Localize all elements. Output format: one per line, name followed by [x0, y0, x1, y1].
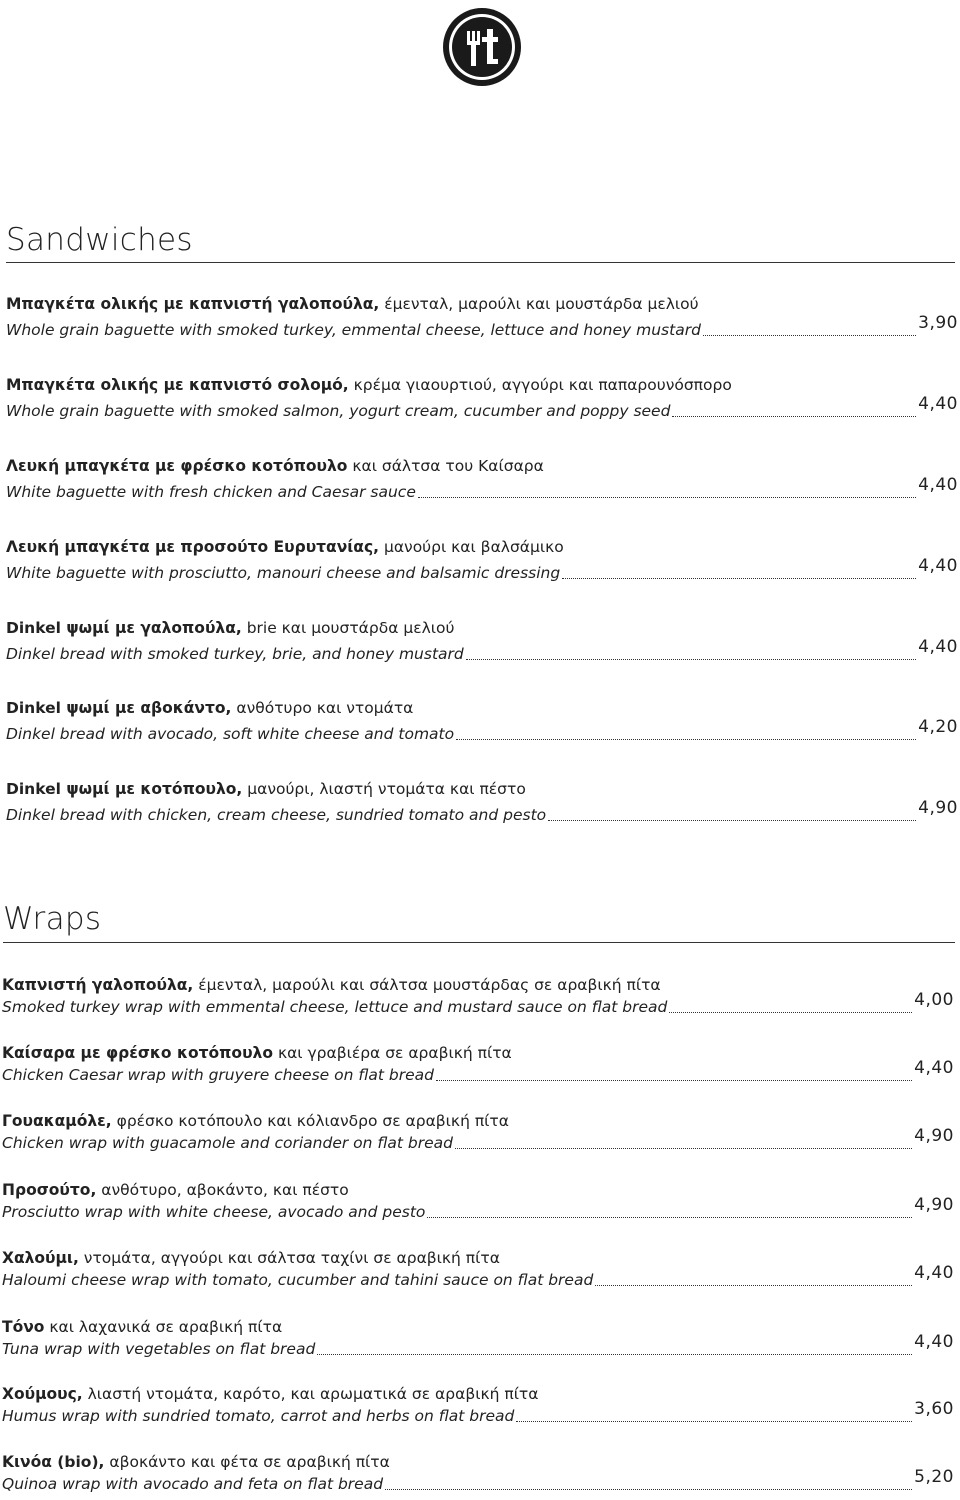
- section-title-wraps: Wraps: [3, 901, 102, 937]
- item-price: 4,40: [914, 1058, 954, 1078]
- item-price: 5,20: [914, 1467, 954, 1487]
- leader-dots: [455, 1148, 912, 1149]
- menu-item: [6, 699, 958, 751]
- item-price: 4,90: [914, 1195, 954, 1215]
- item-english-description: Haloumi cheese wrap with tomato, cucumber and tahini sauce on flat bread: [2, 1271, 594, 1289]
- menu-item: [2, 976, 954, 1028]
- menu-item: [2, 1044, 954, 1096]
- item-price: 4,40: [914, 1332, 954, 1352]
- item-english-description: Prosciutto wrap with white cheese, avocado and pesto: [2, 1203, 426, 1221]
- item-name-rest: ανθότυρο και ντομάτα: [231, 699, 414, 717]
- leader-dots: [516, 1421, 912, 1422]
- leader-dots: [669, 1012, 912, 1013]
- item-greek-name: [2, 1112, 509, 1130]
- item-name-rest: έμενταλ, μαρούλι και μουστάρδα μελιού: [379, 295, 699, 313]
- item-greek-name: [2, 1385, 538, 1403]
- item-greek-name: [6, 699, 413, 717]
- item-english-description: Chicken Caesar wrap with gruyere cheese on flat bread: [2, 1066, 434, 1084]
- leader-dots: [595, 1285, 912, 1286]
- item-english-description: White baguette with fresh chicken and Caesar sauce: [6, 483, 416, 501]
- leader-dots: [436, 1080, 912, 1081]
- item-greek-name: [6, 376, 732, 394]
- item-name-bold: Dinkel ψωμί με αβοκάντο,: [6, 699, 232, 717]
- item-name-rest: αβοκάντο και φέτα σε αραβική πίτα: [104, 1453, 390, 1471]
- item-greek-name: [2, 1318, 282, 1336]
- item-greek-name: [2, 976, 661, 994]
- section-divider: [6, 262, 955, 263]
- item-english-description: Quinoa wrap with avocado and feta on flat bread: [2, 1475, 384, 1493]
- item-name-bold: Dinkel ψωμί με γαλοπούλα,: [6, 619, 242, 637]
- item-name-rest: ντομάτα, αγγούρι και σάλτσα ταχίνι σε αραβική πίτα: [78, 1249, 500, 1267]
- item-greek-name: [6, 457, 544, 475]
- menu-item: [6, 619, 958, 671]
- item-english-description: Humus wrap with sundried tomato, carrot and herbs on flat bread: [2, 1407, 515, 1425]
- item-price: 4,40: [918, 394, 958, 414]
- item-name-rest: φρέσκο κοτόπουλο και κόλιανδρο σε αραβική πίτα: [111, 1112, 509, 1130]
- leader-dots: [548, 820, 916, 821]
- leader-dots: [562, 578, 916, 579]
- item-name-rest: και σάλτσα του Καίσαρα: [347, 457, 544, 475]
- item-name-rest: ανθότυρο, αβοκάντο, και πέστο: [96, 1181, 349, 1199]
- item-price: 3,60: [914, 1399, 954, 1419]
- item-name-rest: και λαχανικά σε αραβική πίτα: [44, 1318, 283, 1336]
- item-english-description: Dinkel bread with chicken, cream cheese, sundried tomato and pesto: [6, 806, 547, 824]
- item-name-rest: brie και μουστάρδα μελιού: [241, 619, 455, 637]
- item-name-bold: Κινόα (bio),: [2, 1453, 105, 1471]
- item-name-bold: Λευκή μπαγκέτα με φρέσκο κοτόπουλο: [6, 457, 348, 475]
- item-name-rest: κρέμα γιαουρτιού, αγγούρι και παπαρουνόσπορο: [348, 376, 732, 394]
- item-name-bold: Χαλούμι,: [2, 1249, 79, 1267]
- item-name-bold: Καίσαρα με φρέσκο κοτόπουλο: [2, 1044, 274, 1062]
- item-name-bold: Μπαγκέτα ολικής με καπνιστή γαλοπούλα,: [6, 295, 380, 313]
- menu-item: [2, 1181, 954, 1233]
- item-greek-name: [2, 1044, 512, 1062]
- item-greek-name: [6, 780, 526, 798]
- item-greek-name: [6, 538, 564, 556]
- menu-item: [6, 538, 958, 590]
- item-price: 4,40: [914, 1263, 954, 1283]
- menu-item: [2, 1318, 954, 1370]
- leader-dots: [427, 1217, 912, 1218]
- section-title-sandwiches: Sandwiches: [6, 222, 193, 258]
- item-price: 4,00: [914, 990, 954, 1010]
- item-price: 4,40: [918, 556, 958, 576]
- item-english-description: White baguette with prosciutto, manouri cheese and balsamic dressing: [6, 564, 561, 582]
- item-name-bold: Καπνιστή γαλοπούλα,: [2, 976, 194, 994]
- menu-item: [2, 1453, 954, 1499]
- item-english-description: Dinkel bread with smoked turkey, brie, and honey mustard: [6, 645, 464, 663]
- item-name-rest: έμενταλ, μαρούλι και σάλτσα μουστάρδας σε αραβική πίτα: [193, 976, 661, 994]
- item-price: 4,20: [918, 717, 958, 737]
- item-name-bold: Τόνο: [2, 1318, 45, 1336]
- leader-dots: [703, 335, 916, 336]
- menu-item: [2, 1385, 954, 1437]
- item-name-rest: μανούρι και βαλσάμικο: [379, 538, 564, 556]
- menu-item: [2, 1112, 954, 1164]
- menu-item: [6, 376, 958, 428]
- item-greek-name: [6, 619, 454, 637]
- item-name-rest: μανούρι, λιαστή ντομάτα και πέστο: [242, 780, 526, 798]
- leader-dots: [385, 1489, 912, 1490]
- menu-item: [6, 780, 958, 832]
- menu-item: [6, 457, 958, 509]
- leader-dots: [466, 659, 916, 660]
- item-english-description: Whole grain baguette with smoked salmon, yogurt cream, cucumber and poppy seed: [6, 402, 671, 420]
- item-name-rest: και γραβιέρα σε αραβική πίτα: [273, 1044, 512, 1062]
- item-name-bold: Λευκή μπαγκέτα με προσούτο Ευρυτανίας,: [6, 538, 380, 556]
- item-english-description: Dinkel bread with avocado, soft white cheese and tomato: [6, 725, 455, 743]
- item-english-description: Chicken wrap with guacamole and coriander on flat bread: [2, 1134, 453, 1152]
- item-name-bold: Γουακαμόλε,: [2, 1112, 112, 1130]
- item-price: 4,40: [918, 637, 958, 657]
- item-name-bold: Προσούτο,: [2, 1181, 97, 1199]
- item-price: 4,40: [918, 475, 958, 495]
- fork-logo-icon: [440, 5, 524, 89]
- restaurant-logo: [440, 5, 524, 89]
- item-greek-name: [2, 1453, 390, 1471]
- leader-dots: [672, 416, 916, 417]
- leader-dots: [418, 497, 916, 498]
- item-greek-name: [6, 295, 699, 313]
- item-name-bold: Χούμους,: [2, 1385, 83, 1403]
- item-english-description: Tuna wrap with vegetables on flat bread: [2, 1340, 316, 1358]
- item-price: 4,90: [914, 1126, 954, 1146]
- item-english-description: Whole grain baguette with smoked turkey, emmental cheese, lettuce and honey mustard: [6, 321, 701, 339]
- menu-item: [6, 295, 958, 347]
- leader-dots: [456, 739, 916, 740]
- item-price: 3,90: [918, 313, 958, 333]
- section-divider: [3, 942, 955, 943]
- item-greek-name: [2, 1181, 349, 1199]
- item-name-rest: λιαστή ντομάτα, καρότο, και αρωματικά σε αραβική πίτα: [82, 1385, 539, 1403]
- leader-dots: [317, 1354, 912, 1355]
- item-name-bold: Μπαγκέτα ολικής με καπνιστό σολομό,: [6, 376, 349, 394]
- item-price: 4,90: [918, 798, 958, 818]
- item-english-description: Smoked turkey wrap with emmental cheese, lettuce and mustard sauce on flat bread: [2, 998, 668, 1016]
- item-greek-name: [2, 1249, 500, 1267]
- menu-item: [2, 1249, 954, 1301]
- item-name-bold: Dinkel ψωμί με κοτόπουλο,: [6, 780, 243, 798]
